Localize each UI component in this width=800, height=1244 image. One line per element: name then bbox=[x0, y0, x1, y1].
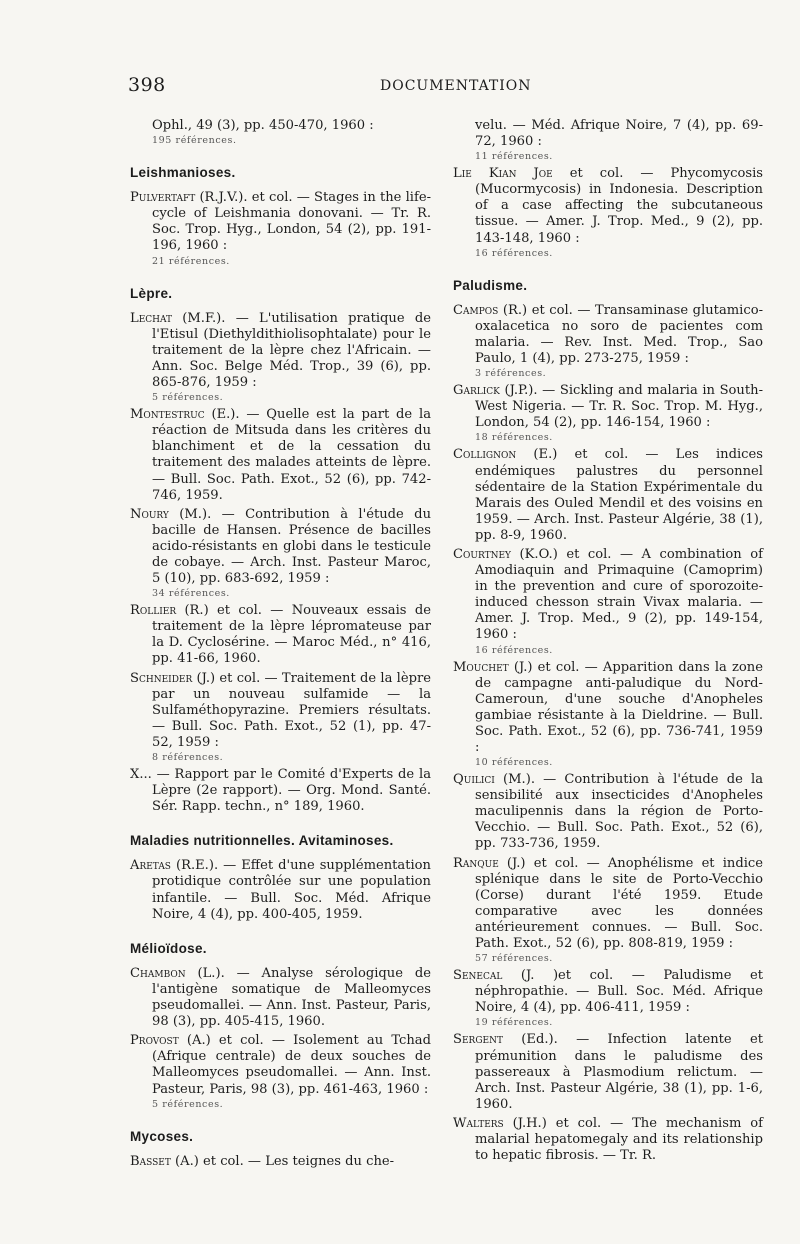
page-number: 398 bbox=[128, 74, 166, 96]
entry-author: Lie Kian Joe bbox=[453, 166, 553, 182]
entry-citation: (A.) et col. — Les teignes du che- bbox=[170, 1153, 395, 1169]
bibliography-entry bbox=[130, 507, 431, 600]
entry-author: Garlick bbox=[453, 383, 500, 399]
entry-author: Noury bbox=[130, 506, 169, 522]
entry-author: Lechat bbox=[130, 310, 173, 326]
entry-author: Montestruc bbox=[130, 407, 205, 423]
entry-author: Campos bbox=[453, 302, 499, 318]
entry-citation: (J.) et col. — Apparition dans la zone de campagne anti-paludique du Nord-Cameroun, d'une souche d'Anopheles gambiae résistante à la Dieldrine. — Bull. Soc. Path. Exot., 52 (6), pp. 736-741, 1959 : bbox=[475, 659, 763, 755]
entry-citation: velu. — Méd. Afrique Noire, 7 (4), pp. 69-72, 1960 : bbox=[475, 118, 763, 150]
bibliography-entry bbox=[130, 311, 431, 404]
entry-author: Senecal bbox=[453, 968, 503, 984]
entry-citation: (J.) et col. — Traitement de la lèpre par un nouveau sulfamide — la Sulfaméthopyrazine. Premiers résultats. — Bull. Soc. Path. Exot., 52 (1), pp. 47-52, 1959 : bbox=[152, 670, 431, 750]
bibliography-entry bbox=[453, 1116, 763, 1164]
entry-reference-count: 5 références. bbox=[152, 1098, 224, 1110]
page-header bbox=[128, 74, 766, 104]
entry-author: Schneider bbox=[130, 670, 193, 686]
entry-citation: (M.). — Contribution à l'étude du bacille de Hansen. Présence de bacilles acido-résistants en globi dans le testicule de cobaye. — Arch. Inst. Pasteur Maroc, 5 (10), pp. 683-692, 1959 : bbox=[152, 506, 431, 587]
entry-citation: (R.) et col. — Nouveaux essais de traitement de la lèpre lépromateuse par la D. Cyclosérine. — Maroc Méd., n° 416, pp. 41-66, 1960. bbox=[152, 603, 431, 667]
bibliography-entry bbox=[453, 856, 763, 966]
entry-citation: (J.) et col. — Anophélisme et indice splénique dans le site de Porto-Vecchio (Corse) durant l'été 1959. Etude comparative avec les données antérieurement connues. — Bull. Soc. Path. Exot., 52 (6), pp. 808-819, 1959 : bbox=[475, 855, 763, 952]
entry-citation: X... — Rapport par le Comité d'Experts de la Lèpre (2e rapport). — Org. Mond. Santé. Sér. Rapp. techn., n° 189, 1960. bbox=[130, 767, 431, 815]
entry-author: Mouchet bbox=[453, 659, 509, 675]
entry-reference-count: 11 références. bbox=[475, 151, 553, 163]
entry-citation: (A.) et col. — Isolement au Tchad (Afrique centrale) de deux souches de Malleomyces pseudomallei. — Ann. Inst. Pasteur, Paris, 98 (3), pp. 461-463, 1960 : bbox=[152, 1033, 431, 1097]
entry-citation: (J.P.). — Sickling and malaria in South-West Nigeria. — Tr. R. Soc. Trop. M. Hyg., London, 54 (2), pp. 146-154, 1960 : bbox=[475, 383, 763, 431]
entry-citation: (R.) et col. — Transaminase glutamico-oxalacetica no soro de pacientes com malaria. — Rev. Inst. Med. Trop., Sao Paulo, 1 (4), pp. 273-275, 1959 : bbox=[475, 302, 763, 367]
entry-author: Basset bbox=[130, 1153, 171, 1169]
entry-reference-count: 34 références. bbox=[152, 588, 230, 600]
entry-author: Rollier bbox=[130, 603, 177, 619]
entry-author: Quilici bbox=[453, 772, 495, 788]
bibliography-entry bbox=[130, 671, 431, 764]
entry-citation: (M.). — Contribution à l'étude de la sensibilité aux insecticides d'Anopheles maculipennis dans la région de Porto-Vecchio. — Bull. Soc. Path. Exot., 52 (6), pp. 733-736, 1959. bbox=[475, 772, 763, 852]
entry-author: Collignon bbox=[453, 447, 517, 463]
bibliography-entry bbox=[453, 772, 763, 852]
entry-citation: (K.O.) et col. — A combination of Amodiaquin and Primaquine (Camoprim) in the prevention and cure of sporozoite-induced chesson strain Vivax malaria. — Amer. J. Trop. Med., 9 (2), pp. 149-154, 1960 : bbox=[475, 546, 763, 643]
entry-citation: (E.) et col. — Les indices endémiques palustres du personnel sédentaire de la Station Expérimentale du Marais des Ouled Mendil et des voisins en 1959. — Arch. Inst. Pasteur Algérie, 38 (1), pp. 8-9, 1960. bbox=[475, 447, 763, 543]
section-heading: Mycoses. bbox=[130, 1128, 194, 1144]
section-heading: Leishmanioses. bbox=[130, 165, 236, 181]
bibliography-entry bbox=[130, 1033, 431, 1110]
entry-author: Aretas bbox=[130, 858, 171, 874]
bibliography-entry bbox=[130, 767, 431, 815]
entry-citation: (J.H.) et col. — The mechanism of malarial hepatomegaly and its relationship to hepatic fibrosis. — Tr. R. bbox=[475, 1115, 763, 1164]
entry-citation: (J. )et col. — Paludisme et néphropathie. — Bull. Soc. Méd. Afrique Noire, 4 (4), pp. 406-411, 1959 : bbox=[475, 968, 763, 1016]
entry-author: Courtney bbox=[453, 546, 511, 562]
entry-reference-count: 5 références. bbox=[152, 392, 224, 404]
bibliography-entry bbox=[453, 383, 763, 444]
bibliography-entry bbox=[453, 447, 763, 544]
section-heading: Mélioïdose. bbox=[130, 940, 207, 956]
section-heading: Maladies nutritionnelles. Avitaminoses. bbox=[130, 833, 394, 849]
bibliography-entry bbox=[453, 547, 763, 657]
entry-reference-count: 8 références. bbox=[152, 752, 224, 763]
bibliography-entry bbox=[453, 166, 763, 259]
entry-author: Walters bbox=[453, 1115, 504, 1131]
entry-citation: (E.). — Quelle est la part de la réaction de Mitsuda dans les critères du blanchiment et de la cessation du traitement des malades atteints de lèpre. — Bull. Soc. Path. Exot., 52 (6), pp. 742-746, 1959. bbox=[152, 407, 431, 503]
bibliography-entry bbox=[453, 1032, 763, 1112]
bibliography-entry bbox=[453, 118, 763, 163]
running-title: DOCUMENTATION bbox=[380, 78, 532, 94]
bibliography-entry bbox=[130, 1154, 431, 1170]
entry-citation: (Ed.). — Infection latente et prémunition dans le paludisme des passereaux à Plasmodium relictum. — Arch. Inst. Pasteur Algérie, 38 (1), pp. 1-6, 1960. bbox=[475, 1032, 763, 1112]
left-column bbox=[130, 118, 431, 1173]
entry-reference-count: 195 références. bbox=[152, 135, 237, 147]
bibliography-entry bbox=[130, 407, 431, 504]
bibliography-entry bbox=[453, 303, 763, 380]
bibliography-entry bbox=[130, 190, 431, 267]
entry-citation: Ophl., 49 (3), pp. 450-470, 1960 : bbox=[152, 118, 374, 133]
right-column bbox=[453, 118, 763, 1167]
bibliography-entry bbox=[453, 968, 763, 1029]
section-heading: Lèpre. bbox=[130, 285, 173, 301]
entry-author: Sergent bbox=[453, 1032, 503, 1048]
entry-citation: (M.F.). — L'utilisation pratique de l'Etisul (Diethyldithiolisophtalate) pour le traitement de la lèpre chez l'Africain. — Ann. Soc. Belge Méd. Trop., 39 (6), pp. 865-876, 1959 : bbox=[152, 310, 431, 391]
entry-reference-count: 18 références. bbox=[475, 432, 553, 444]
section-heading: Paludisme. bbox=[453, 277, 528, 293]
entry-citation: et col. — Phycomycosis (Mucormycosis) in Indonesia. Description of a case affecting the subcutaneous tissue. — Amer. J. Trop. Med., 9 (2), pp. 143-148, 1960 : bbox=[475, 166, 763, 246]
entry-reference-count: 21 références. bbox=[152, 255, 230, 267]
entry-author: Chambon bbox=[130, 965, 186, 981]
entry-reference-count: 10 références. bbox=[475, 757, 553, 769]
entry-citation: (R.E.). — Effet d'une supplémentation protidique contrôlée sur une population infantile. — Bull. Soc. Méd. Afrique Noire, 4 (4), pp. 400-405, 1959. bbox=[152, 858, 431, 922]
entry-author: Ranque bbox=[453, 855, 499, 871]
bibliography-entry bbox=[453, 660, 763, 770]
entry-reference-count: 3 références. bbox=[475, 368, 547, 380]
bibliography-entry bbox=[130, 603, 431, 667]
bibliography-entry bbox=[130, 966, 431, 1030]
entry-reference-count: 57 références. bbox=[475, 953, 553, 965]
entry-author: Provost bbox=[130, 1033, 179, 1049]
entry-reference-count: 16 références. bbox=[475, 644, 553, 656]
bibliography-entry bbox=[130, 118, 431, 147]
bibliography-entry bbox=[130, 858, 431, 922]
entry-reference-count: 19 références. bbox=[475, 1017, 553, 1029]
entry-citation: (R.J.V.). et col. — Stages in the life-cycle of Leishmania donovani. — Tr. R. Soc. Trop. Hyg., London, 54 (2), pp. 191-196, 1960 : bbox=[152, 190, 431, 254]
entry-reference-count: 16 références. bbox=[475, 247, 553, 259]
entry-citation: (L.). — Analyse sérologique de l'antigène somatique de Malleomyces pseudomallei. — Ann. Inst. Pasteur, Paris, 98 (3), pp. 405-415, 1960. bbox=[152, 965, 431, 1030]
entry-author: Pulvertaft bbox=[130, 190, 196, 206]
